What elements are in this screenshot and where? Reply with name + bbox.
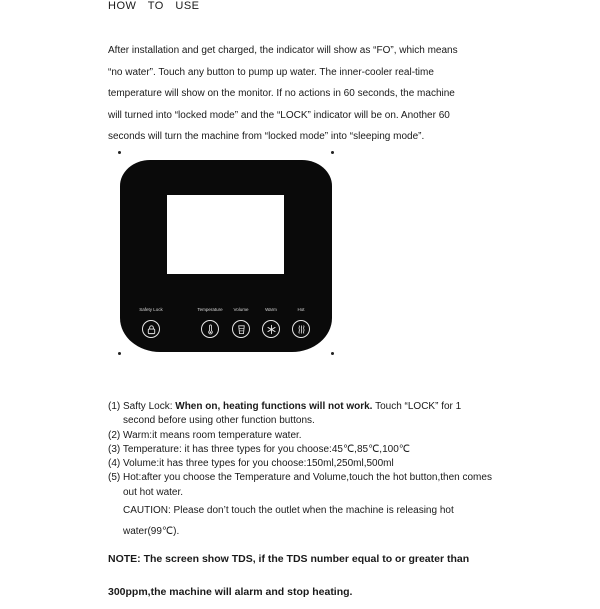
list-item: (2) Warm:it means room temperature water. bbox=[108, 429, 302, 441]
list-item: (3) Temperature: it has three types for you choose:45℃,85℃,100℃ bbox=[108, 443, 410, 455]
intro-line: “no water”. Touch any button to pump up water. The inner-cooler real-time bbox=[108, 66, 434, 78]
steam-icon bbox=[296, 324, 307, 335]
volume-label: Volume bbox=[233, 307, 249, 312]
hot-label: Hot bbox=[297, 307, 305, 312]
intro-line: seconds will turn the machine from “locked mode” into “sleeping mode”. bbox=[108, 131, 425, 143]
list-item: (1) Safty Lock: When on, heating functions will not work. Touch “LOCK” for 1 second before using other function buttons. bbox=[108, 401, 462, 427]
intro-paragraph bbox=[108, 40, 488, 148]
corner-mark bbox=[331, 151, 334, 154]
intro-line: temperature will show on the monitor. If no actions in 60 seconds, the machine bbox=[108, 88, 455, 100]
control-panel-image bbox=[120, 160, 332, 352]
display-screen bbox=[167, 195, 284, 274]
temperature-label: Temperature bbox=[197, 307, 223, 312]
intro-line: will turned into “locked mode” and the “LOCK” indicator will be on. Another 60 bbox=[108, 109, 450, 121]
list-item: (5) Hot:after you choose the Temperature and Volume,touch the hot button,then comes out hot water. bbox=[108, 472, 492, 498]
warm-label: Warm bbox=[265, 307, 277, 312]
bold-warning: When on, heating functions will not work. bbox=[175, 401, 373, 412]
function-list bbox=[108, 400, 493, 500]
caution-text: CAUTION: Please don’t touch the outlet when the machine is releasing hot water(99℃). bbox=[123, 505, 454, 537]
intro-line: After installation and get charged, the indicator will show as “FO”, which means bbox=[108, 45, 458, 56]
temperature-button bbox=[201, 320, 219, 338]
hot-button bbox=[292, 320, 310, 338]
list-item: (4) Volume:it has three types for you choose:150ml,250ml,500ml bbox=[108, 458, 394, 470]
note-text: NOTE: The screen show TDS, if the TDS number equal to or greater than 300ppm,the machine will alarm and stop heating. bbox=[108, 553, 470, 598]
thermometer-icon bbox=[205, 324, 216, 335]
snowflake-icon bbox=[266, 324, 277, 335]
safety-lock-button bbox=[142, 320, 160, 338]
corner-mark bbox=[118, 151, 121, 154]
volume-button bbox=[232, 320, 250, 338]
corner-mark bbox=[331, 352, 334, 355]
cup-icon bbox=[236, 324, 247, 335]
page-heading: HOW TO USE bbox=[108, 0, 200, 12]
safety-lock-label: Safety Lock bbox=[139, 307, 163, 312]
warm-button bbox=[262, 320, 280, 338]
lock-icon bbox=[146, 324, 157, 335]
corner-mark bbox=[118, 352, 121, 355]
